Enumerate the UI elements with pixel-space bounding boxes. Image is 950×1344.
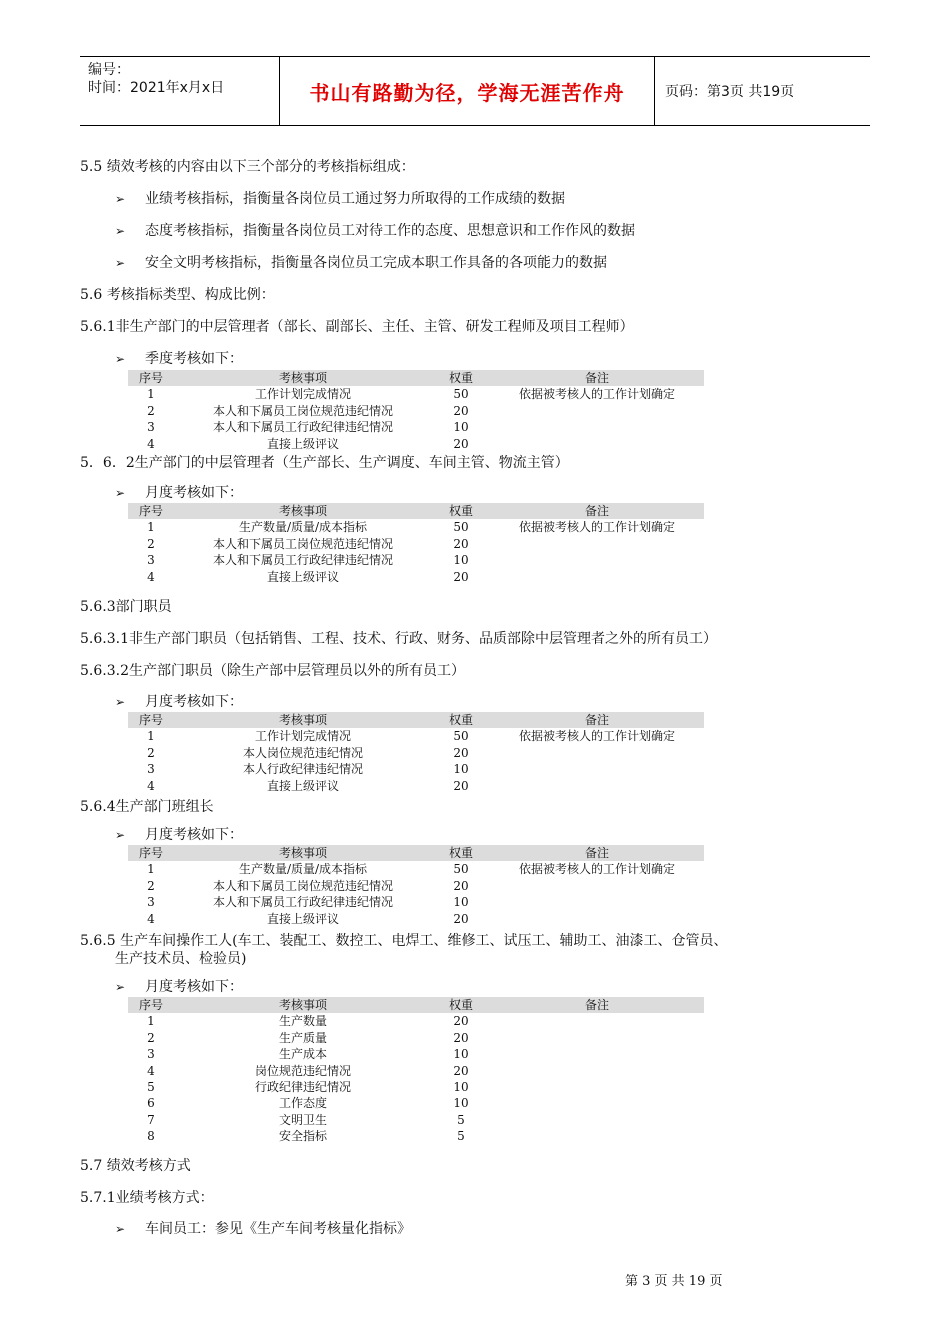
cell-weight: 20 <box>453 878 469 893</box>
bullet-item: ➢ 月度考核如下： <box>115 979 243 995</box>
header-note: 备注 <box>584 998 609 1012</box>
cell-item: 本人和下属员工行政纪律违纪情况 <box>212 420 393 435</box>
cell-weight: 50 <box>453 387 469 402</box>
header-weight: 权重 <box>448 998 473 1012</box>
cell-no: 3 <box>147 1047 155 1062</box>
page-footer: 第 3 页 共 19 页 <box>625 1274 723 1289</box>
section-5-6-4: 5.6.4生产部门班组长 <box>80 799 214 815</box>
assessment-table-3 <box>128 712 704 794</box>
cell-no: 2 <box>147 745 155 760</box>
cell-no: 3 <box>147 895 155 910</box>
cell-item: 本人和下属员工岗位规范违纪情况 <box>212 403 393 418</box>
cell-note <box>490 911 704 927</box>
cell-item: 生产质量 <box>278 1030 327 1045</box>
cell-weight: 20 <box>453 778 469 793</box>
arrow-bullet-icon: ➢ <box>115 980 126 994</box>
cell-no: 2 <box>147 536 155 551</box>
cell-no: 2 <box>147 878 155 893</box>
cell-item: 本人行政纪律违纪情况 <box>242 762 363 777</box>
arrow-bullet-icon: ➢ <box>115 352 126 366</box>
cell-item: 生产数量 <box>278 1014 327 1029</box>
cell-no: 1 <box>147 862 155 877</box>
cell-note <box>490 778 704 794</box>
arrow-bullet-icon: ➢ <box>115 1222 126 1236</box>
cell-note <box>490 894 704 910</box>
header-weight: 权重 <box>448 504 473 518</box>
table-row <box>128 569 704 585</box>
section-5-6-5-cont: 生产技术员、检验员) <box>115 951 247 967</box>
cell-item: 直接上级评议 <box>266 911 339 926</box>
cell-item: 本人和下属员工岗位规范违纪情况 <box>212 536 393 551</box>
header-item: 考核事项 <box>278 998 327 1012</box>
bullet-item: ➢ 态度考核指标，指衡量各岗位员工对待工作的态度、思想意识和工作作风的数据 <box>115 223 635 239</box>
header-no: 序号 <box>138 846 163 860</box>
cell-note <box>490 436 704 452</box>
header-no: 序号 <box>138 713 163 727</box>
cell-note <box>490 552 704 568</box>
cell-item: 本人和下属员工行政纪律违纪情况 <box>212 895 393 910</box>
cell-no: 3 <box>147 420 155 435</box>
arrow-bullet-icon: ➢ <box>115 828 126 842</box>
cell-note: 依据被考核人的工作计划确定 <box>518 729 675 744</box>
cell-weight: 20 <box>453 1030 469 1045</box>
cell-item: 工作态度 <box>278 1096 327 1111</box>
section-5-6-3-1: 5.6.3.1非生产部门职员（包括销售、工程、技术、行政、财务、品质部除中层管理者之外的所有员工） <box>80 631 717 647</box>
cell-note <box>490 1112 704 1128</box>
cell-weight: 5 <box>457 1112 465 1127</box>
cell-weight: 5 <box>457 1129 465 1144</box>
cell-no: 1 <box>147 520 155 535</box>
header-no: 序号 <box>138 998 163 1012</box>
section-5-6-2: 5．6．2生产部门的中层管理者（生产部长、生产调度、车间主管、物流主管） <box>80 455 569 471</box>
table-row <box>128 436 704 452</box>
header-motto: 书山有路勤为径，学海无涯苦作舟 <box>280 57 655 125</box>
bullet-item: ➢ 季度考核如下： <box>115 351 243 367</box>
cell-no: 1 <box>147 387 155 402</box>
cell-note <box>490 1128 704 1144</box>
cell-item: 文明卫生 <box>278 1112 327 1127</box>
cell-item: 生产数量/质量/成本指标 <box>238 520 368 535</box>
cell-no: 4 <box>147 911 155 926</box>
table-row <box>128 1063 704 1079</box>
table-row <box>128 1128 704 1144</box>
cell-weight: 50 <box>453 729 469 744</box>
cell-weight: 20 <box>453 1014 469 1029</box>
section-5-6-3-2: 5.6.3.2生产部门职员（除生产部中层管理员以外的所有员工） <box>80 663 465 679</box>
header-note: 备注 <box>584 713 609 727</box>
cell-weight: 20 <box>453 745 469 760</box>
cell-weight: 20 <box>453 403 469 418</box>
table-row <box>128 1030 704 1046</box>
cell-note <box>490 1095 704 1111</box>
table-row <box>128 878 704 894</box>
header-no: 序号 <box>138 371 163 385</box>
table-row <box>128 419 704 435</box>
header-item: 考核事项 <box>278 713 327 727</box>
header-item: 考核事项 <box>278 504 327 518</box>
table-row <box>128 552 704 568</box>
header-note: 备注 <box>584 846 609 860</box>
header-weight: 权重 <box>448 371 473 385</box>
cell-note <box>490 1063 704 1079</box>
cell-no: 8 <box>147 1129 155 1144</box>
table-row <box>128 519 704 535</box>
cell-note: 依据被考核人的工作计划确定 <box>518 520 675 535</box>
cell-note <box>490 569 704 585</box>
header-item: 考核事项 <box>278 371 327 385</box>
table-header-row <box>128 370 704 386</box>
cell-note <box>490 403 704 419</box>
cell-weight: 10 <box>453 420 469 435</box>
cell-note <box>490 536 704 552</box>
cell-note <box>490 761 704 777</box>
table-row <box>128 861 704 877</box>
cell-item: 工作计划完成情况 <box>254 387 351 402</box>
table-row <box>128 536 704 552</box>
cell-no: 4 <box>147 436 155 451</box>
bullet-item: ➢ 月度考核如下： <box>115 694 243 710</box>
bullet-item: ➢ 月度考核如下： <box>115 827 243 843</box>
section-5-6-3: 5.6.3部门职员 <box>80 599 172 615</box>
cell-no: 3 <box>147 762 155 777</box>
header-meta <box>80 57 280 125</box>
cell-note <box>490 1079 704 1095</box>
cell-no: 7 <box>147 1112 155 1127</box>
cell-item: 安全指标 <box>278 1129 327 1144</box>
header-item: 考核事项 <box>278 846 327 860</box>
bullet-item: ➢ 车间员工：参见《生产车间考核量化指标》 <box>115 1221 411 1237</box>
table-row <box>128 1079 704 1095</box>
arrow-bullet-icon: ➢ <box>115 256 126 270</box>
cell-weight: 50 <box>453 862 469 877</box>
cell-item: 岗位规范违纪情况 <box>254 1063 351 1078</box>
cell-item: 直接上级评议 <box>266 778 339 793</box>
cell-weight: 20 <box>453 911 469 926</box>
cell-note <box>490 1013 704 1029</box>
cell-item: 本人和下属员工岗位规范违纪情况 <box>212 878 393 893</box>
cell-item: 直接上级评议 <box>266 569 339 584</box>
header-weight: 权重 <box>448 713 473 727</box>
cell-weight: 20 <box>453 1063 469 1078</box>
cell-item: 生产数量/质量/成本指标 <box>238 862 368 877</box>
table-row <box>128 911 704 927</box>
table-row <box>128 728 704 744</box>
cell-weight: 20 <box>453 436 469 451</box>
cell-weight: 10 <box>453 895 469 910</box>
section-5-6-1: 5.6.1非生产部门的中层管理者（部长、副部长、主任、主管、研发工程师及项目工程师） <box>80 319 634 335</box>
cell-no: 1 <box>147 1014 155 1029</box>
table-row <box>128 1112 704 1128</box>
document-time-label: 时间：2021年x月x日 <box>88 80 225 96</box>
cell-no: 5 <box>147 1079 155 1094</box>
cell-no: 4 <box>147 569 155 584</box>
cell-weight: 50 <box>453 520 469 535</box>
cell-note: 依据被考核人的工作计划确定 <box>518 387 675 402</box>
table-row <box>128 386 704 402</box>
header-note: 备注 <box>584 371 609 385</box>
table-row <box>128 778 704 794</box>
document-number-label: 编号： <box>88 62 130 78</box>
table-row <box>128 1013 704 1029</box>
arrow-bullet-icon: ➢ <box>115 224 126 238</box>
table-row <box>128 894 704 910</box>
table-row <box>128 745 704 761</box>
table-row <box>128 761 704 777</box>
cell-weight: 10 <box>453 1047 469 1062</box>
cell-weight: 10 <box>453 762 469 777</box>
arrow-bullet-icon: ➢ <box>115 486 126 500</box>
arrow-bullet-icon: ➢ <box>115 695 126 709</box>
cell-weight: 20 <box>453 569 469 584</box>
cell-item: 行政纪律违纪情况 <box>254 1079 351 1094</box>
cell-weight: 20 <box>453 536 469 551</box>
section-5-6-5: 5.6.5 生产车间操作工人(车工、装配工、数控工、电焊工、维修工、试压工、辅助工、油漆工、仓管员、 <box>80 933 728 949</box>
cell-no: 3 <box>147 553 155 568</box>
cell-no: 2 <box>147 1030 155 1045</box>
cell-weight: 10 <box>453 1096 469 1111</box>
bullet-item: ➢ 月度考核如下： <box>115 485 243 501</box>
header-note: 备注 <box>584 504 609 518</box>
assessment-table-2 <box>128 503 704 585</box>
cell-note <box>490 745 704 761</box>
cell-item: 直接上级评议 <box>266 436 339 451</box>
header-no: 序号 <box>138 504 163 518</box>
page-header <box>80 56 870 126</box>
cell-note <box>490 419 704 435</box>
cell-no: 4 <box>147 778 155 793</box>
cell-no: 1 <box>147 729 155 744</box>
cell-no: 4 <box>147 1063 155 1078</box>
section-5-5: 5.5 绩效考核的内容由以下三个部分的考核指标组成： <box>80 159 415 175</box>
bullet-item: ➢ 安全文明考核指标，指衡量各岗位员工完成本职工作具备的各项能力的数据 <box>115 255 607 271</box>
section-5-7-1: 5.7.1业绩考核方式： <box>80 1190 214 1206</box>
cell-item: 本人岗位规范违纪情况 <box>242 745 363 760</box>
table-header-row <box>128 845 704 861</box>
table-header-row <box>128 503 704 519</box>
cell-item: 生产成本 <box>278 1047 327 1062</box>
cell-weight: 10 <box>453 553 469 568</box>
table-row <box>128 1095 704 1111</box>
cell-note <box>490 878 704 894</box>
cell-weight: 10 <box>453 1079 469 1094</box>
table-header-row <box>128 997 704 1013</box>
cell-note <box>490 1030 704 1046</box>
table-row <box>128 403 704 419</box>
assessment-table-1 <box>128 370 704 452</box>
table-header-row <box>128 712 704 728</box>
cell-note <box>490 1046 704 1062</box>
cell-no: 2 <box>147 403 155 418</box>
cell-item: 工作计划完成情况 <box>254 729 351 744</box>
cell-no: 6 <box>147 1096 155 1111</box>
cell-note: 依据被考核人的工作计划确定 <box>518 862 675 877</box>
section-5-6: 5.6 考核指标类型、构成比例： <box>80 287 275 303</box>
assessment-table-4 <box>128 845 704 927</box>
table-row <box>128 1046 704 1062</box>
assessment-table-5 <box>128 997 704 1145</box>
cell-item: 本人和下属员工行政纪律违纪情况 <box>212 553 393 568</box>
header-page-label: 页码：第3页 共19页 <box>665 84 795 100</box>
header-weight: 权重 <box>448 846 473 860</box>
arrow-bullet-icon: ➢ <box>115 192 126 206</box>
section-5-7: 5.7 绩效考核方式 <box>80 1158 191 1174</box>
bullet-item: ➢ 业绩考核指标，指衡量各岗位员工通过努力所取得的工作成绩的数据 <box>115 191 565 207</box>
